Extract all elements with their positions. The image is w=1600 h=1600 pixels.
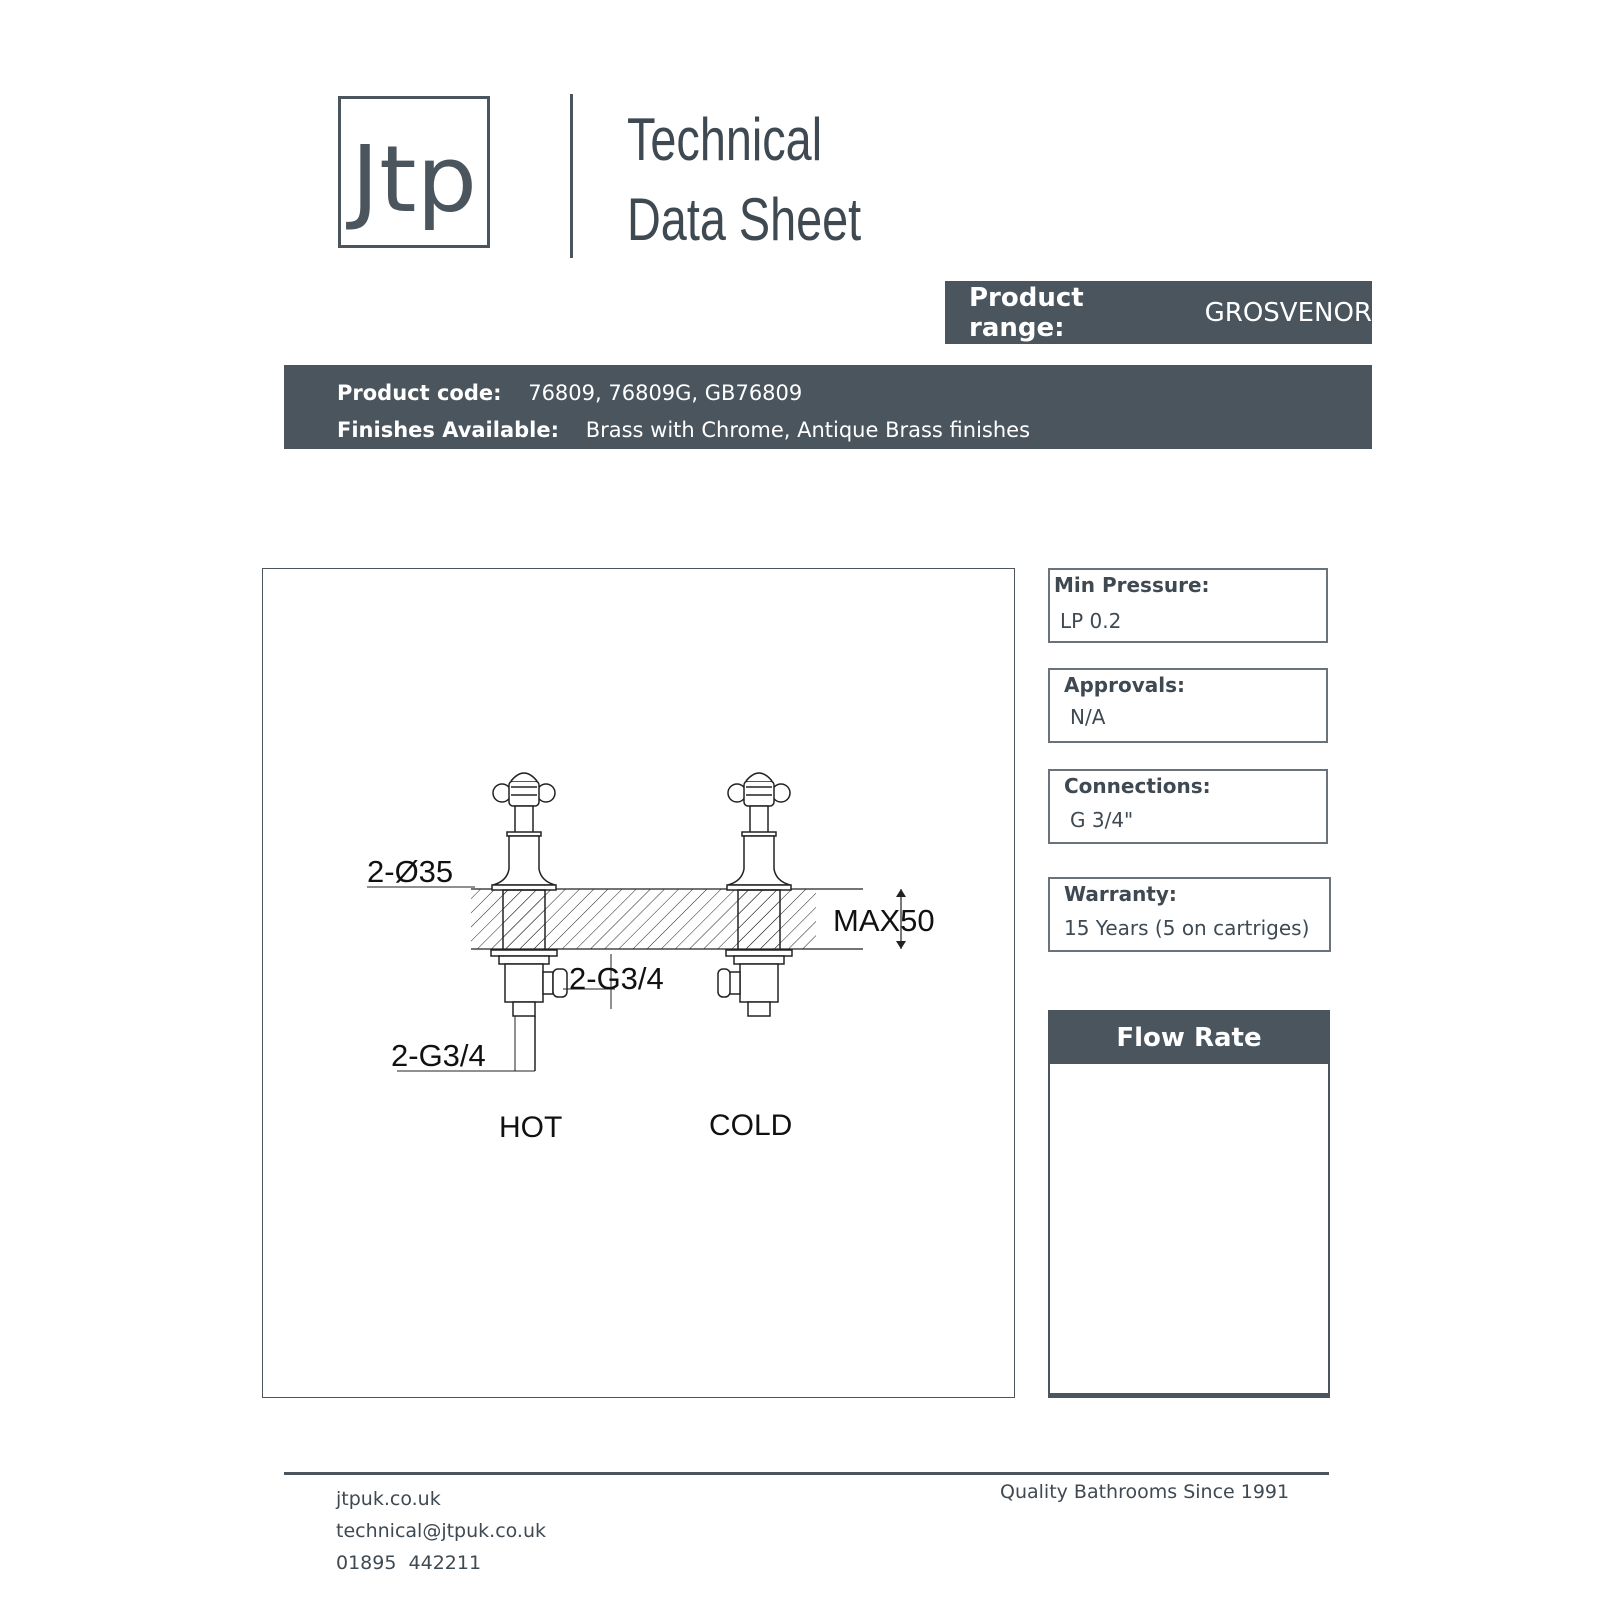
product-info-bar: [284, 365, 1372, 449]
footer-phone: 01895 442211: [336, 1552, 482, 1574]
spec-value: N/A: [1070, 705, 1106, 729]
finishes-row: [337, 412, 1372, 449]
title-line-2: Data Sheet: [627, 186, 862, 253]
spec-label: Approvals:: [1064, 673, 1186, 697]
product-code-value: 76809, 76809G, GB76809: [528, 381, 803, 405]
spec-label: Connections:: [1064, 774, 1211, 798]
dim-max: MAX50: [833, 903, 935, 938]
footer-website[interactable]: jtpuk.co.uk: [336, 1488, 441, 1510]
spec-label: Min Pressure:: [1054, 573, 1210, 597]
spec-min-pressure: [1048, 568, 1328, 643]
label-cold: COLD: [709, 1109, 793, 1142]
product-code-row: [337, 375, 1372, 412]
product-range-label: Product range:: [969, 282, 1084, 343]
spec-value: LP 0.2: [1060, 609, 1122, 633]
product-range-bar: [945, 281, 1372, 344]
footer-contact: [336, 1483, 546, 1579]
product-code-label: Product code:: [337, 381, 502, 405]
dim-connection-side: 2-G3/4: [569, 961, 664, 996]
spec-warranty: [1048, 877, 1331, 952]
logo-text: Jtp: [345, 126, 477, 233]
page-title: [627, 100, 861, 260]
jtp-logo-mark: [341, 99, 487, 245]
label-hot: HOT: [499, 1111, 563, 1144]
flow-rate-title: Flow Rate: [1050, 1012, 1328, 1064]
dim-connection-bottom: 2-G3/4: [391, 1038, 486, 1073]
footer-tagline: Quality Bathrooms Since 1991: [1000, 1481, 1290, 1503]
title-line-1: Technical: [627, 106, 823, 173]
technical-drawing: [263, 569, 1013, 1396]
spec-value: G 3/4": [1070, 808, 1134, 832]
spec-value: 15 Years (5 on cartriges): [1064, 916, 1310, 940]
jtp-logo: [338, 96, 490, 248]
footer-divider: [284, 1472, 1329, 1475]
finishes-value: Brass with Chrome, Antique Brass finishes: [585, 418, 1031, 442]
spec-approvals: [1048, 668, 1328, 743]
finishes-label: Finishes Available:: [337, 418, 559, 442]
footer-email[interactable]: technical@jtpuk.co.uk: [336, 1520, 547, 1542]
spec-connections: [1048, 769, 1328, 844]
technical-drawing-frame: [262, 568, 1015, 1398]
dim-diameter: 2-Ø35: [367, 854, 454, 889]
product-range-value: GROSVENOR: [1204, 297, 1372, 328]
flow-rate-panel: [1048, 1010, 1330, 1398]
header-divider: [570, 94, 573, 258]
spec-label: Warranty:: [1064, 882, 1177, 906]
